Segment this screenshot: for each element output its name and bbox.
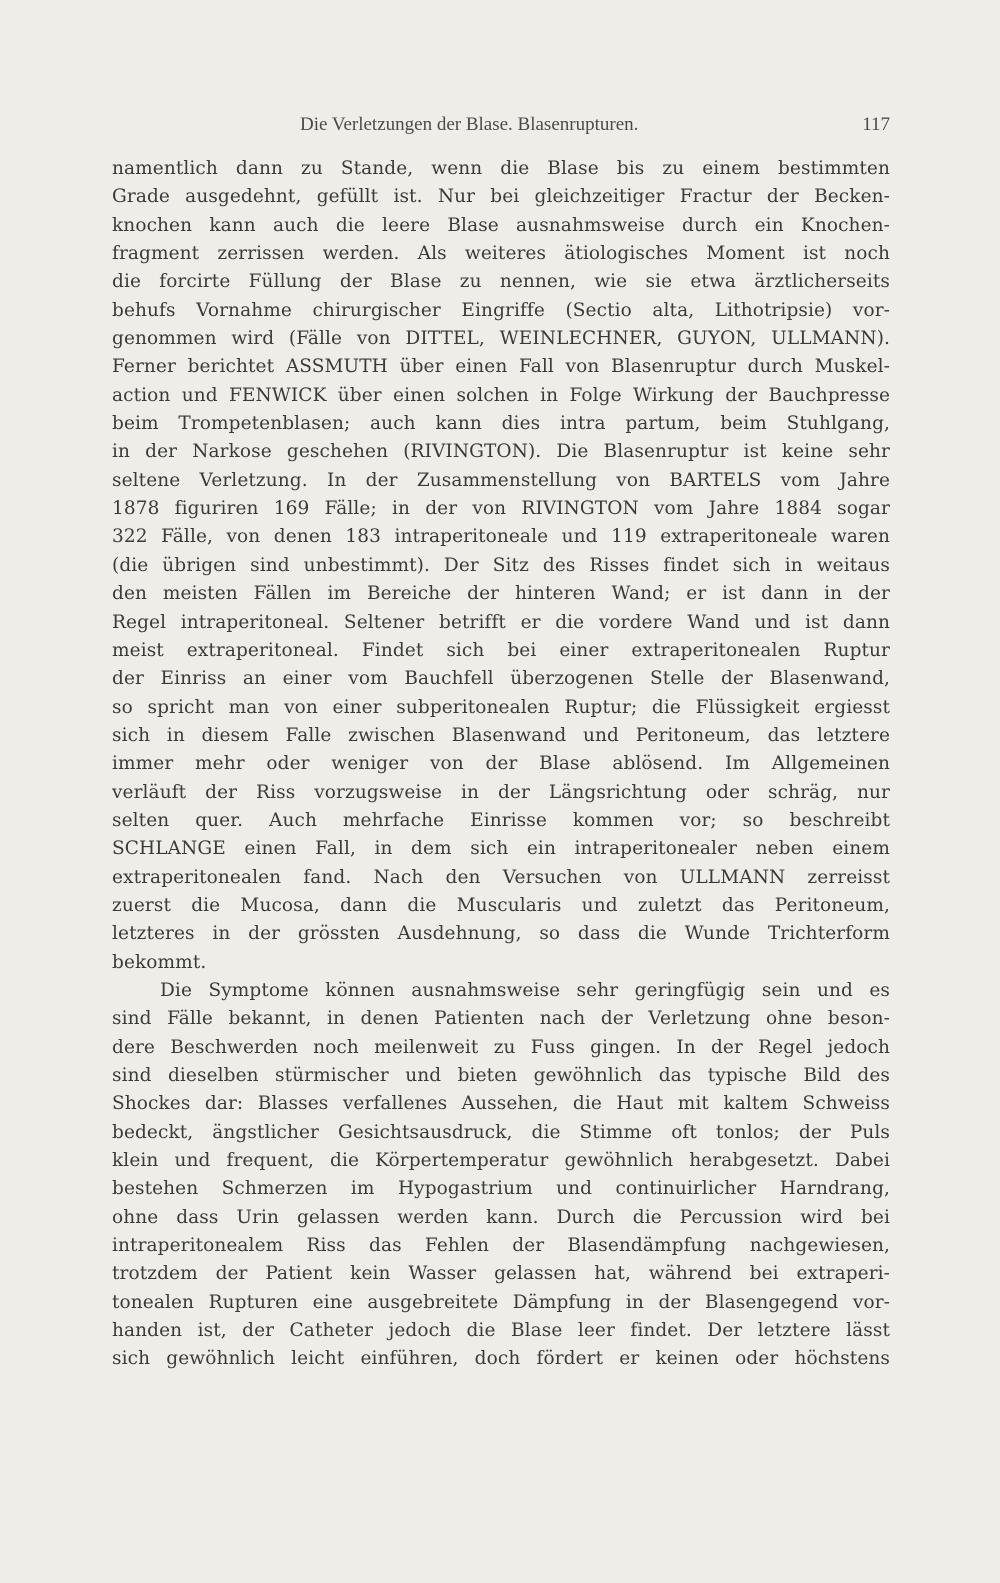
paragraph-end-line: bekommt.: [112, 951, 207, 973]
text-line: fragment zerrissen werden. Als weiteres ätiologisches Moment ist noch: [112, 243, 890, 265]
paragraph-start-line: Die Symptome können ausnahmsweise sehr geringfügig sein und es: [160, 979, 890, 1001]
text-line: bestehen Schmerzen im Hypogastrium und continuirlicher Harndrang,: [112, 1178, 890, 1200]
text-line: in der Narkose geschehen (RIVINGTON). Die Blasenruptur ist keine sehr: [112, 441, 890, 463]
text-line: letzteres in der grössten Ausdehnung, so dass die Wunde Trichterform: [112, 923, 890, 945]
text-line: meist extraperitoneal. Findet sich bei einer extraperitonealen Ruptur: [112, 639, 890, 661]
text-line: 1878 figuriren 169 Fälle; in der von RIVINGTON vom Jahre 1884 sogar: [112, 498, 890, 520]
text-line: SCHLANGE einen Fall, in dem sich ein intraperitonealer neben einem: [112, 838, 890, 860]
text-line: 322 Fälle, von denen 183 intraperitoneale und 119 extraperitoneale waren: [112, 526, 890, 548]
text-line: action und FENWICK über einen solchen in Folge Wirkung der Bauchpresse: [112, 384, 890, 406]
text-line: sind Fälle bekannt, in denen Patienten nach der Verletzung ohne beson-: [112, 1008, 890, 1030]
text-line: der Einriss an einer vom Bauchfell überzogenen Stelle der Blasenwand,: [112, 668, 890, 690]
text-line: zuerst die Mucosa, dann die Muscularis und zuletzt das Peritoneum,: [112, 894, 890, 916]
text-line: verläuft der Riss vorzugsweise in der Längsrichtung oder schräg, nur: [112, 781, 890, 803]
text-line: so spricht man von einer subperitonealen Ruptur; die Flüssigkeit ergiesst: [112, 696, 890, 718]
text-line: genommen wird (Fälle von DITTEL, WEINLECHNER, GUYON, ULLMANN).: [112, 328, 890, 350]
text-line: intraperitonealem Riss das Fehlen der Blasendämpfung nachgewiesen,: [112, 1235, 890, 1257]
text-line: immer mehr oder weniger von der Blase ablösend. Im Allgemeinen: [112, 753, 890, 775]
text-line: die forcirte Füllung der Blase zu nennen, wie sie etwa ärztlicherseits: [112, 271, 890, 293]
text-line: Shockes dar: Blasses verfallenes Aussehen, die Haut mit kaltem Schweiss: [112, 1093, 890, 1115]
text-line: (die übrigen sind unbestimmt). Der Sitz des Risses findet sich in weitaus: [112, 554, 890, 576]
running-title: Die Verletzungen der Blase. Blasenrupturen.: [300, 114, 639, 135]
text-line: handen ist, der Catheter jedoch die Blase leer findet. Der letztere lässt: [112, 1320, 890, 1342]
text-line: extraperitonealen fand. Nach den Versuchen von ULLMANN zerreisst: [112, 866, 890, 888]
text-line: den meisten Fällen im Bereiche der hinteren Wand; er ist dann in der: [112, 583, 890, 605]
text-line: beim Trompetenblasen; auch kann dies intra partum, beim Stuhlgang,: [112, 413, 890, 435]
text-line: tonealen Rupturen eine ausgebreitete Dämpfung in der Blasengegend vor-: [112, 1291, 890, 1313]
text-line: seltene Verletzung. In der Zusammenstellung von BARTELS vom Jahre: [112, 469, 890, 491]
text-line: ohne dass Urin gelassen werden kann. Durch die Percussion wird bei: [112, 1206, 890, 1228]
text-line: Grade ausgedehnt, gefüllt ist. Nur bei gleichzeitiger Fractur der Becken-: [112, 186, 890, 208]
text-line: namentlich dann zu Stande, wenn die Blase bis zu einem bestimmten: [112, 158, 890, 179]
text-line: sich in diesem Falle zwischen Blasenwand und Peritoneum, das letztere: [112, 724, 890, 746]
body-text: [112, 155, 890, 1374]
text-line: trotzdem der Patient kein Wasser gelassen hat, während bei extraperi-: [112, 1263, 890, 1285]
text-line: behufs Vornahme chirurgischer Eingriffe (Sectio alta, Lithotripsie) vor-: [112, 299, 890, 321]
text-line: bedeckt, ängstlicher Gesichtsausdruck, die Stimme oft tonlos; der Puls: [112, 1121, 890, 1143]
text-line: Regel intraperitoneal. Seltener betrifft er die vordere Wand und ist dann: [112, 611, 890, 633]
text-line: knochen kann auch die leere Blase ausnahmsweise durch ein Knochen-: [112, 214, 890, 236]
page-header: [300, 114, 890, 144]
text-line: Ferner berichtet ASSMUTH über einen Fall von Blasenruptur durch Muskel-: [112, 356, 890, 378]
text-line: sind dieselben stürmischer und bieten gewöhnlich das typische Bild des: [112, 1065, 890, 1086]
page-number: 117: [862, 114, 890, 135]
text-line: dere Beschwerden noch meilenweit zu Fuss gingen. In der Regel jedoch: [112, 1036, 890, 1058]
text-line: sich gewöhnlich leicht einführen, doch fördert er keinen oder höchstens: [112, 1348, 890, 1370]
text-line: klein und frequent, die Körpertemperatur gewöhnlich herabgesetzt. Dabei: [112, 1150, 890, 1172]
text-line: selten quer. Auch mehrfache Einrisse kommen vor; so beschreibt: [112, 809, 890, 831]
